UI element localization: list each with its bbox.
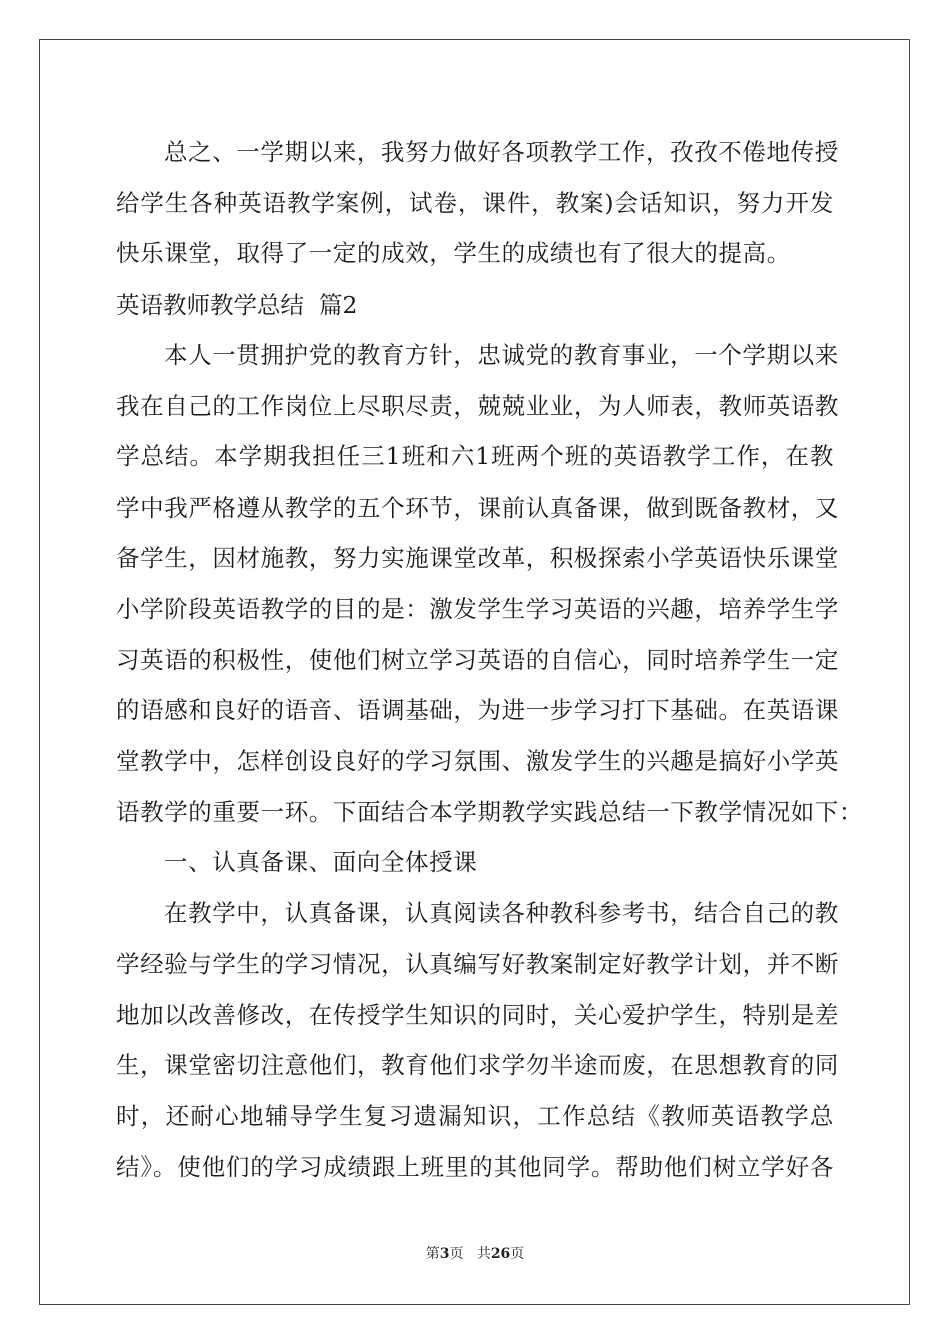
total-pages: 26: [490, 1246, 511, 1262]
paragraph-line: 本人一贯拥护党的教育方针，忠诚党的教育事业，一个学期以来: [164, 341, 839, 369]
page-number: 3: [439, 1246, 450, 1262]
paragraph-line: 堂教学中，怎样创设良好的学习氛围、激发学生的兴趣是搞好小学英: [116, 747, 839, 775]
paragraph-line: 习英语的积极性，使他们树立学习英语的自信心，同时培养学生一定: [116, 646, 839, 674]
paragraph-line: 语教学的重要一环。下面结合本学期教学实践总结一下教学情况如下：: [116, 798, 864, 826]
paragraph-line: 总之、一学期以来，我努力做好各项教学工作，孜孜不倦地传授: [164, 138, 839, 166]
paragraph-line: 学经验与学生的学习情况，认真编写好教案制定好教学计划，并不断: [116, 950, 839, 978]
paragraph-line: 的语感和良好的语音、语调基础，为进一步学习打下基础。在英语课: [116, 696, 839, 724]
paragraph-line: 我在自己的工作岗位上尽职尽责，兢兢业业，为人师表，教师英语教: [116, 392, 839, 420]
paragraph-line: 快乐课堂，取得了一定的成效，学生的成绩也有了很大的提高。: [116, 239, 791, 267]
paragraph-line: 地加以改善修改，在传授学生知识的同时，关心爱护学生，特别是差: [116, 1001, 839, 1029]
paragraph-line: 结》。使他们的学习成绩跟上班里的其他同学。帮助他们树立学好各: [116, 1153, 834, 1181]
paragraph-line: 学总结。本学期我担任三1班和六1班两个班的英语教学工作，在教: [116, 442, 834, 470]
total-prefix: 共: [476, 1246, 491, 1262]
page-prefix: 第: [425, 1246, 440, 1262]
paragraph-line: 学中我严格遵从教学的五个环节，课前认真备课，做到既备教材，又: [116, 494, 839, 522]
paragraph-line: 给学生各种英语教学案例，试卷，课件，教案)会话知识，努力开发: [116, 189, 834, 217]
paragraph-line: 小学阶段英语教学的目的是：激发学生学习英语的兴趣，培养学生学: [116, 595, 839, 623]
paragraph-line: 生，课堂密切注意他们，教育他们求学勿半途而废，在思想教育的同: [116, 1051, 839, 1079]
section-title: 英语教师教学总结 篇2: [116, 291, 358, 319]
total-suffix: 页: [510, 1246, 525, 1262]
page-suffix: 页: [449, 1246, 464, 1262]
paragraph-line: 时，还耐心地辅导学生复习遗漏知识，工作总结《教师英语教学总: [116, 1102, 834, 1130]
page-footer: [0, 1244, 950, 1264]
subheading: 一、认真备课、面向全体授课: [164, 848, 478, 876]
paragraph-line: 在教学中，认真备课，认真阅读各种教科参考书，结合自己的教: [164, 899, 839, 927]
paragraph-line: 备学生，因材施教，努力实施课堂改革，积极探索小学英语快乐课堂: [116, 544, 839, 572]
